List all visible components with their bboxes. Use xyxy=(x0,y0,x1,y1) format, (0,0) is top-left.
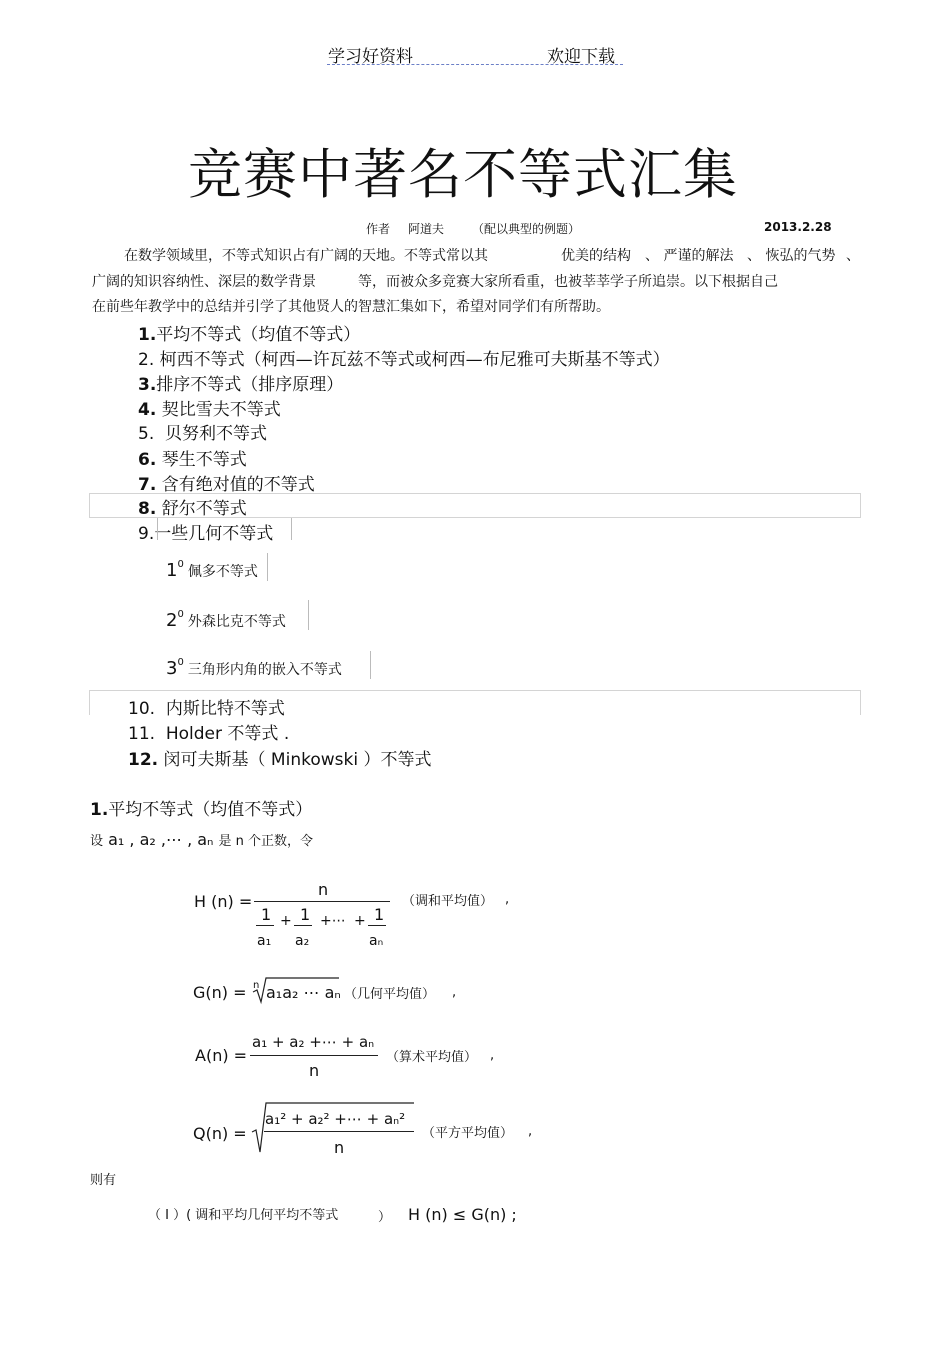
H-lhs: H (n) = xyxy=(194,892,253,911)
meta-note: （配以典型的例题） xyxy=(472,222,581,236)
H-dots: +⋯ xyxy=(320,913,346,929)
cell-divider-9 xyxy=(291,518,292,540)
A-numerator: a₁ + a₂ +⋯ + aₙ xyxy=(252,1033,375,1051)
toc-item-6: 6. 琴生不等式 xyxy=(138,450,247,470)
cell-divider-sub3 xyxy=(370,651,371,679)
ineq1-expr: H (n) ≤ G(n) ; xyxy=(408,1205,517,1224)
intro-line1c: 、 严谨的解法 xyxy=(645,248,734,264)
sub-item-3: $3^0$ 三角形内角的嵌入不等式 xyxy=(166,657,342,679)
H-t2-bar xyxy=(294,925,312,926)
meta-date: 2013.2.28 xyxy=(764,220,832,234)
Q-comma: , xyxy=(528,1124,533,1139)
Q-numerator: a₁² + a₂² +⋯ + aₙ² xyxy=(265,1110,406,1128)
cell-divider-sub1 xyxy=(267,553,268,581)
cell-divider-9a xyxy=(157,518,158,540)
toc-item-12: 12. 闵可夫斯基（ Minkowski ）不等式 xyxy=(128,750,432,770)
H-t1-den: a₁ xyxy=(257,933,272,949)
intro-line2: 广阔的知识容纳性、深层的数学背景 xyxy=(92,274,316,290)
H-comma: , xyxy=(505,892,510,907)
A-comma: , xyxy=(490,1048,495,1063)
author-label: 作者 xyxy=(366,222,391,236)
row-border-8 xyxy=(89,493,861,518)
A-denominator: n xyxy=(309,1061,320,1080)
page-title: 竞赛中著名不等式汇集 xyxy=(188,143,738,206)
A-note: （算术平均值） xyxy=(386,1050,478,1065)
G-radicand: a₁a₂ ⋯ aₙ xyxy=(266,983,341,1002)
then-text: 则有 xyxy=(90,1173,117,1188)
sub-item-2: $2^0$ 外森比克不等式 xyxy=(166,609,286,631)
sub-item-1: $1^0$ 佩多不等式 xyxy=(166,559,258,581)
toc-item-10: 10. 内斯比特不等式 xyxy=(128,699,285,719)
G-lhs: G(n) = xyxy=(193,983,247,1002)
intro-line1e: 、 xyxy=(846,248,860,264)
ineq1-close: ） xyxy=(378,1210,392,1225)
A-fraction-bar xyxy=(250,1055,378,1056)
H-numerator: n xyxy=(318,880,329,899)
G-comma: , xyxy=(452,985,457,1000)
H-t3-num: 1 xyxy=(374,905,385,924)
H-t2-num: 1 xyxy=(300,905,311,924)
toc-item-3: 3.排序不等式（排序原理） xyxy=(138,375,344,395)
intro-line1b: 优美的结构 xyxy=(561,248,631,264)
intro-line1: 在数学领域里，不等式知识占有广阔的天地。不等式常以其 xyxy=(124,248,488,264)
H-fraction-bar xyxy=(254,901,390,902)
cell-divider-sub2 xyxy=(308,600,309,630)
H-t1-num: 1 xyxy=(261,905,272,924)
toc-item-5: 5. 贝努利不等式 xyxy=(138,424,268,444)
header-right: 欢迎下载 xyxy=(547,47,615,67)
section-1-heading: 1.平均不等式（均值不等式） xyxy=(90,800,313,820)
H-plus-1: + xyxy=(280,913,292,929)
H-t1-bar xyxy=(256,925,274,926)
toc-item-8: 8. 舒尔不等式 xyxy=(138,499,247,519)
header-left: 学习好资料 xyxy=(328,47,413,67)
ineq1-label: （ I ）( 调和平均几何平均不等式 xyxy=(148,1208,339,1223)
radical-sign-icon xyxy=(250,1100,416,1156)
toc-item-7: 7. 含有绝对值的不等式 xyxy=(138,475,315,495)
H-t2-den: a₂ xyxy=(295,933,310,949)
toc-item-1: 1.平均不等式（均值不等式） xyxy=(138,325,361,345)
toc-item-4: 4. 契比雪夫不等式 xyxy=(138,400,281,420)
G-root-index: n xyxy=(253,980,260,991)
intro-line2b: 等，而被众多竞赛大家所看重，也被莘莘学子所追崇。以下根据自己 xyxy=(358,274,778,290)
H-t3-bar xyxy=(368,925,386,926)
intro-line3: 在前些年教学中的总结并引学了其他贤人的智慧汇集如下，希望对同学们有所帮助。 xyxy=(92,299,610,315)
Q-note: （平方平均值） xyxy=(422,1126,514,1141)
A-lhs: A(n) = xyxy=(195,1046,248,1065)
Q-denominator: n xyxy=(334,1138,345,1157)
intro-line1d: 、 恢弘的气势 xyxy=(747,248,836,264)
header-divider xyxy=(327,64,623,65)
author-name: 阿道夫 xyxy=(408,222,445,236)
Q-lhs: Q(n) = xyxy=(193,1124,247,1143)
section-1-let: 设 a₁ , a₂ ,⋯ , aₙ 是 n 个正数，令 xyxy=(90,830,314,849)
toc-item-11: 11. Holder 不等式 . xyxy=(128,724,290,744)
G-note: （几何平均值） xyxy=(344,987,436,1002)
H-t3-den: aₙ xyxy=(369,933,384,949)
H-note: （调和平均值） xyxy=(402,894,494,909)
toc-item-9: 9.一些几何不等式 xyxy=(138,524,274,544)
Q-fraction-bar xyxy=(264,1131,414,1132)
H-plus-2: + xyxy=(354,913,366,929)
toc-item-2: 2. 柯西不等式（柯西—许瓦兹不等式或柯西—布尼雅可夫斯基不等式） xyxy=(138,350,670,370)
